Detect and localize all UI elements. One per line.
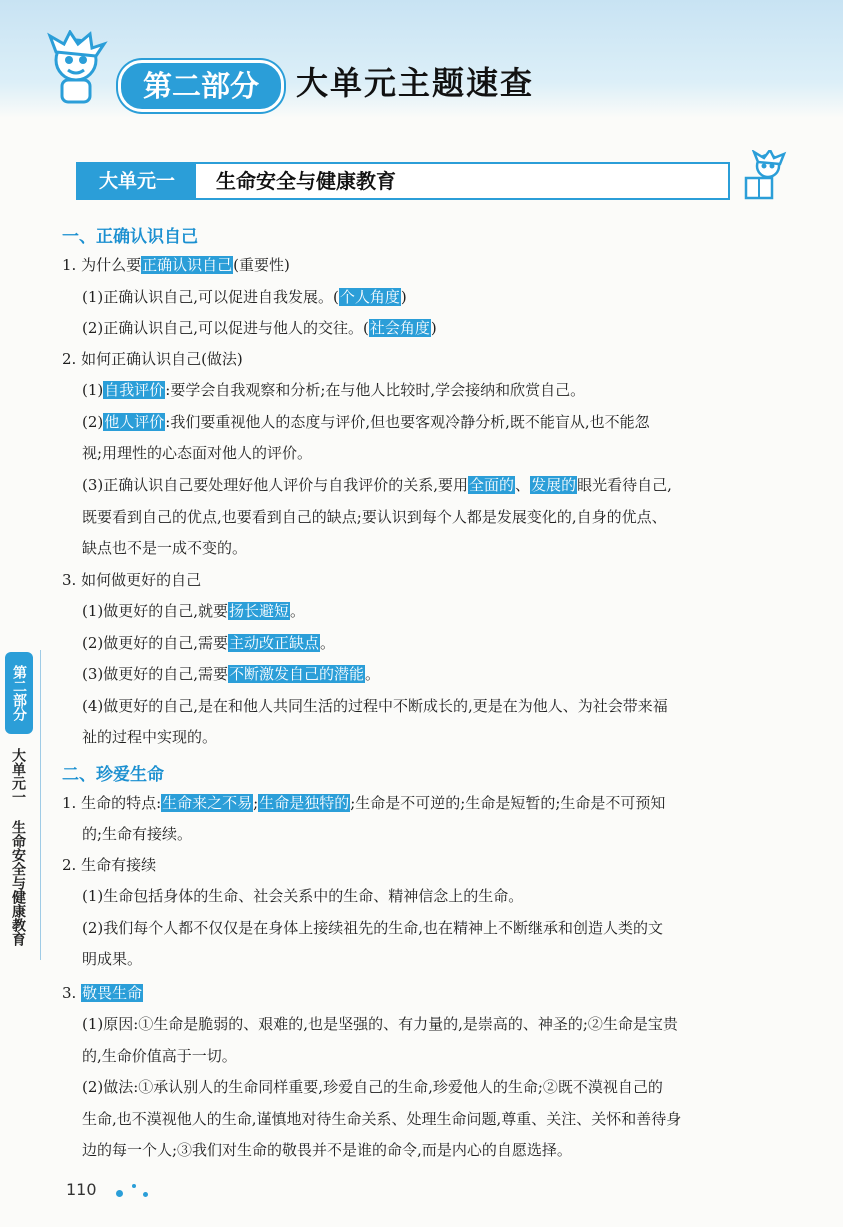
list-item-continued: 明成果。 xyxy=(82,950,143,968)
list-item: (1)正确认识自己,可以促进自我发展。(个人角度) xyxy=(82,288,407,306)
list-item-continued: 的,生命价值高于一切。 xyxy=(82,1047,237,1065)
list-item-continued: 既要看到自己的优点,也要看到自己的缺点;要认识到每个人都是发展变化的,自身的优点、 xyxy=(82,508,667,526)
part-badge: 第二部分 xyxy=(118,60,284,112)
highlight: 自我评价 xyxy=(104,381,165,399)
list-item: (2)正确认识自己,可以促进与他人的交往。(社会角度) xyxy=(82,319,437,337)
list-item: (1)自我评价:要学会自我观察和分析;在与他人比较时,学会接纳和欣赏自己。 xyxy=(82,381,586,399)
list-item: (1)原因:①生命是脆弱的、艰难的,也是坚强的、有力量的,是崇高的、神圣的;②生命是宝贵 xyxy=(82,1015,678,1033)
list-item-continued: 的;生命有接续。 xyxy=(82,825,193,843)
highlight: 生命来之不易 xyxy=(162,794,253,812)
side-tab-unit: 大单元一 xyxy=(10,748,26,804)
page-number: 110 xyxy=(66,1180,97,1199)
list-item-continued: 生命,也不漠视他人的生命,谨慎地对待生命关系、处理生命问题,尊重、关注、关怀和善待身 xyxy=(82,1110,682,1128)
list-item: (2)做更好的自己,需要主动改正缺点。 xyxy=(82,634,336,652)
mascot-icon xyxy=(42,30,110,108)
unit-banner xyxy=(76,162,730,200)
unit-tag: 大单元一 xyxy=(78,164,196,198)
highlight: 不断激发自己的潜能 xyxy=(229,665,365,683)
list-item: 1. 为什么要正确认识自己(重要性) xyxy=(62,256,290,274)
section-title-1: 一、正确认识自己 xyxy=(62,227,198,247)
list-item-continued: 祉的过程中实现的。 xyxy=(82,728,218,746)
unit-title: 生命安全与健康教育 xyxy=(216,169,396,193)
list-item: 2. 如何正确认识自己(做法) xyxy=(62,350,243,368)
decor-dot xyxy=(132,1184,136,1188)
side-tab-part: 第二部分 xyxy=(5,652,33,734)
list-item: (2)做法:①承认别人的生命同样重要,珍爱自己的生命,珍爱他人的生命;②既不漠视自己的 xyxy=(82,1078,663,1096)
list-item: (2)他人评价:我们要重视他人的态度与评价,但也要客观冷静分析,既不能盲从,也不能忽 xyxy=(82,413,650,431)
decor-dot xyxy=(143,1192,148,1197)
section-title-2: 二、珍爱生命 xyxy=(62,765,164,785)
list-item: 3. 敬畏生命 xyxy=(62,984,143,1002)
decor-dot xyxy=(116,1190,123,1197)
list-item: 3. 如何做更好的自己 xyxy=(62,571,202,589)
list-item: (3)正确认识自己要处理好他人评价与自我评价的关系,要用全面的、发展的眼光看待自己, xyxy=(82,476,672,494)
side-tab-topic: 生命安全与健康教育 xyxy=(10,820,26,946)
list-item: (4)做更好的自己,是在和他人共同生活的过程中不断成长的,更是在为他人、为社会带来福 xyxy=(82,697,668,715)
highlight: 个人角度 xyxy=(339,288,400,306)
highlight: 发展的 xyxy=(531,476,577,494)
highlight: 敬畏生命 xyxy=(82,984,143,1002)
highlight: 主动改正缺点 xyxy=(229,634,320,652)
highlight: 全面的 xyxy=(469,476,515,494)
part-title: 大单元主题速查 xyxy=(296,64,535,102)
list-item: 2. 生命有接续 xyxy=(62,856,157,874)
side-divider xyxy=(40,650,41,960)
highlight: 他人评价 xyxy=(104,413,165,431)
list-item: (2)我们每个人都不仅仅是在身体上接续祖先的生命,也在精神上不断继承和创造人类的文 xyxy=(82,919,664,937)
list-item-continued: 边的每一个人;③我们对生命的敬畏并不是谁的命令,而是内心的自愿选择。 xyxy=(82,1141,572,1159)
list-item-continued: 缺点也不是一成不变的。 xyxy=(82,539,248,557)
list-item: (1)做更好的自己,就要扬长避短。 xyxy=(82,602,306,620)
highlight: 扬长避短 xyxy=(229,602,290,620)
list-item: (1)生命包括身体的生命、社会关系中的生命、精神信念上的生命。 xyxy=(82,887,524,905)
list-item-continued: 视;用理性的心态面对他人的评价。 xyxy=(82,444,313,462)
list-item: (3)做更好的自己,需要不断激发自己的潜能。 xyxy=(82,665,381,683)
highlight: 正确认识自己 xyxy=(142,256,233,274)
list-item: 1. 生命的特点:生命来之不易;生命是独特的;生命是不可逆的;生命是短暂的;生命是不可预知 xyxy=(62,794,666,812)
highlight: 生命是独特的 xyxy=(259,794,350,812)
highlight: 社会角度 xyxy=(369,319,430,337)
book-mascot-icon xyxy=(738,150,790,202)
